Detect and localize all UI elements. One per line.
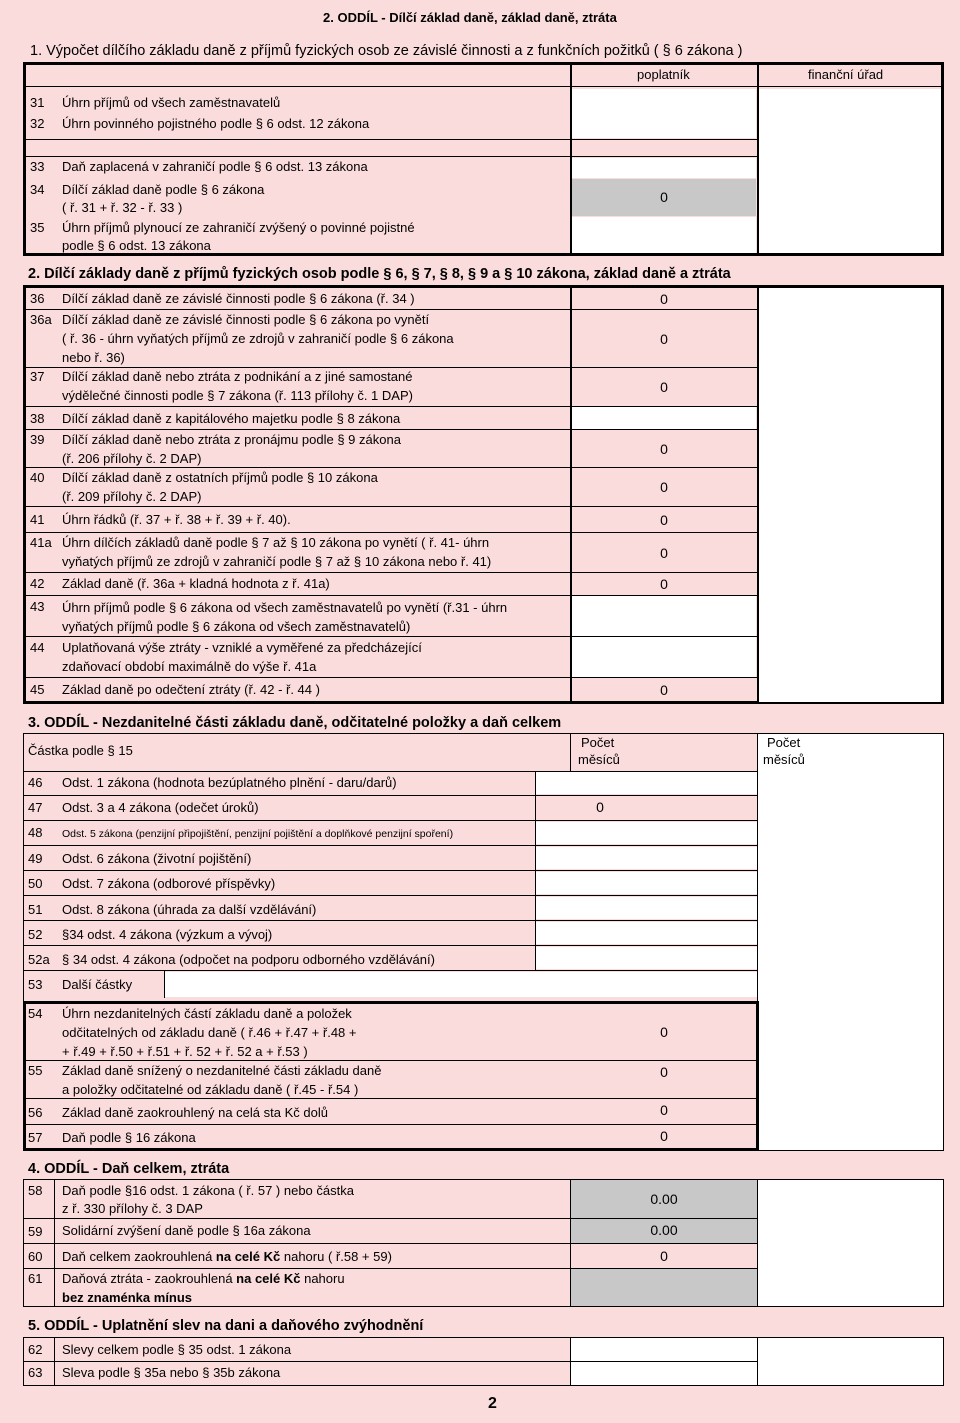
row-42-value: 0: [660, 576, 668, 592]
row-58-number: 58: [28, 1183, 43, 1198]
row-62-number: 62: [28, 1342, 43, 1357]
row-44-label-line1: Uplatňovaná výše ztráty - vzniklé a vyměřené za předcházející: [62, 640, 422, 655]
row-56-label: Základ daně zaokrouhlený na celá sta Kč dolů: [62, 1105, 328, 1120]
row-52a-number: 52a: [28, 952, 50, 967]
row-46-value-field[interactable]: [535, 772, 757, 794]
row-36a-label-line1: Dílčí základ daně ze závislé činnosti podle § 6 zákona po vynětí: [62, 312, 430, 327]
row-48-value-field[interactable]: [535, 822, 757, 844]
row-61-number: 61: [28, 1271, 43, 1286]
row-53-value-field[interactable]: [165, 972, 757, 997]
row-54-label-line1: Úhrn nezdanitelných částí základu daně a položek: [62, 1006, 352, 1021]
row-60-label-part1: Daň celkem zaokrouhlená: [62, 1249, 216, 1264]
row-44-number: 44: [30, 640, 45, 655]
row-63-number: 63: [28, 1365, 43, 1380]
row-61-label-line1: [62, 1271, 345, 1287]
row-35-number: 35: [30, 220, 45, 235]
row-36a-label-line2: ( ř. 36 - úhrn vyňatých příjmů ze zdrojů v zahraničí podle § 6 zákona: [62, 331, 454, 346]
row-36a-value: 0: [660, 331, 668, 347]
section-5-tax-office-column: [758, 1338, 943, 1385]
row-36a-number: 36a: [30, 312, 52, 327]
months-header-line1: Počet: [581, 735, 615, 750]
row-59-number: 59: [28, 1224, 43, 1239]
page-number: 2: [488, 1395, 497, 1412]
row-38-label: Dílčí základ daně z kapitálového majetku podle § 8 zákona: [62, 411, 401, 426]
row-51-number: 51: [28, 902, 43, 917]
row-37-label-line2: výdělečné činnosti podle § 7 zákona (ř. 113 přílohy č. 1 DAP): [62, 388, 413, 403]
row-43-label-line1: Úhrn příjmů podle § 6 zákona od všech zaměstnavatelů po vynětí (ř.31 - úhrn: [62, 600, 508, 615]
section-5-title: 5. ODDÍL - Uplatnění slev na dani a daňového zvýhodnění: [28, 1318, 424, 1334]
row-44-label-line2: zdaňovací období maximálně do výše ř. 41a: [62, 659, 317, 674]
row-45-value: 0: [660, 682, 668, 698]
row-52-value-field[interactable]: [535, 922, 757, 944]
row-61-value-cell: [571, 1268, 757, 1306]
row-35-label-line2: podle § 6 odst. 13 zákona: [62, 238, 211, 253]
row-60-number: 60: [28, 1249, 43, 1264]
section-4-title: 4. ODDÍL - Daň celkem, ztráta: [28, 1161, 230, 1177]
row-55-label-line1: Základ daně snížený o nezdanitelné části základu daně: [62, 1063, 382, 1078]
row-60-label-bold: na celé Kč: [215, 1249, 281, 1264]
row-63-label: Sleva podle § 35a nebo § 35b zákona: [62, 1365, 281, 1380]
row-53-number: 53: [28, 977, 43, 992]
row-59-label: Solidární zvýšení daně podle § 16a zákona: [62, 1223, 311, 1238]
row-47-label: Odst. 3 a 4 zákona (odečet úroků): [62, 800, 259, 815]
section-3-tax-office-column: [758, 734, 943, 1150]
row-61-label-part3: nahoru: [300, 1271, 345, 1286]
row-31-32-value-field[interactable]: [572, 89, 756, 138]
row-52-label: §34 odst. 4 zákona (výzkum a vývoj): [62, 927, 273, 942]
row-37-label-line1: Dílčí základ daně nebo ztráta z podnikání a z jiné samostané: [62, 369, 413, 384]
row-62-label: Slevy celkem podle § 35 odst. 1 zákona: [62, 1342, 292, 1357]
row-52a-label: § 34 odst. 4 zákona (odpočet na podporu odborného vzdělávání): [62, 952, 435, 967]
row-41a-number: 41a: [30, 535, 52, 550]
row-47-number: 47: [28, 800, 43, 815]
row-60-label: [62, 1249, 392, 1265]
section-4-tax-office-column: [758, 1180, 943, 1306]
row-48-label: Odst. 5 zákona (penzijní připojištění, penzijní pojištění a doplňkové penzijní spoření): [62, 828, 454, 840]
row-59-value: 0.00: [650, 1222, 678, 1238]
row-57-number: 57: [28, 1130, 43, 1145]
row-57-label: Daň podle § 16 zákona: [62, 1130, 196, 1145]
row-46-number: 46: [28, 775, 43, 790]
office-months-header-line1: Počet: [767, 735, 801, 750]
row-31-number: 31: [30, 95, 45, 110]
row-56-number: 56: [28, 1105, 43, 1120]
row-58-value: 0.00: [650, 1191, 678, 1207]
row-37-number: 37: [30, 369, 45, 384]
row-55-value: 0: [660, 1064, 668, 1080]
row-58-label-line1: Daň podle §16 odst. 1 zákona ( ř. 57 ) nebo částka: [62, 1183, 354, 1198]
row-39-label-line1: Dílčí základ daně nebo ztráta z pronájmu podle § 9 zákona: [62, 432, 401, 447]
row-50-value-field[interactable]: [535, 872, 757, 894]
row-52a-value-field[interactable]: [535, 947, 757, 969]
row-55-number: 55: [28, 1063, 43, 1078]
row-50-label: Odst. 7 zákona (odborové příspěvky): [62, 876, 276, 891]
row-33-number: 33: [30, 159, 45, 174]
row-31-label: Úhrn příjmů od všech zaměstnavatelů: [62, 95, 281, 110]
row-36-label: Dílčí základ daně ze závislé činnosti podle § 6 zákona (ř. 34 ): [62, 291, 415, 306]
row-41-number: 41: [30, 512, 45, 527]
row-45-label: Základ daně po odečtení ztráty (ř. 42 - ř. 44 ): [62, 682, 320, 697]
row-43-label-line2: vyňatých příjmů podle § 6 zákona od všech zaměstnavatelů): [62, 619, 411, 634]
row-54-label-line2: odčitatelných od základu daně ( ř.46 + ř.47 + ř.48 +: [62, 1025, 357, 1040]
row-47-value: 0: [596, 799, 604, 815]
row-61-label-bold: na celé Kč: [236, 1271, 301, 1286]
row-35-label-line1: Úhrn příjmů plynoucí ze zahraničí zvýšený o povinné pojistné: [62, 220, 415, 235]
row-57-value: 0: [660, 1128, 668, 1144]
months-header-line2: měsíců: [578, 752, 620, 767]
row-43-number: 43: [30, 599, 45, 614]
row-46-label: Odst. 1 zákona (hodnota bezúplatného plnění - daru/darů): [62, 775, 397, 790]
row-36a-label-line3: nebo ř. 36): [62, 350, 125, 365]
row-37-value: 0: [660, 379, 668, 395]
tax-office-column: [758, 89, 941, 253]
row-42-number: 42: [30, 576, 45, 591]
row-61-label-line2: bez znaménka mínus: [62, 1290, 193, 1305]
row-54-value: 0: [660, 1024, 668, 1040]
row-34-label-line1: Dílčí základ daně podle § 6 zákona: [62, 182, 265, 197]
section-2-title: 2. ODDÍL - Dílčí základ daně, základ daně, ztráta: [323, 10, 617, 25]
row-61-label-part1: Daňová ztráta - zaokrouhlená: [62, 1271, 237, 1286]
row-40-label-line2: (ř. 209 přílohy č. 2 DAP): [62, 489, 202, 504]
section-2-tax-office-column: [758, 288, 941, 702]
row-35-value-field[interactable]: [572, 217, 756, 253]
column-header-taxpayer: poplatník: [637, 67, 690, 82]
row-40-number: 40: [30, 470, 45, 485]
row-43-value-field[interactable]: [572, 596, 756, 636]
row-41a-label-line2: vyňatých příjmů ze zdrojů v zahraničí podle § 7 až § 10 zákona nebo ř. 41): [62, 554, 492, 569]
row-41-value: 0: [660, 512, 668, 528]
row-51-label: Odst. 8 zákona (úhrada za další vzdělávání): [62, 902, 317, 917]
row-49-label: Odst. 6 zákona (životní pojištění): [62, 851, 252, 866]
row-39-number: 39: [30, 432, 45, 447]
row-40-value: 0: [660, 479, 668, 495]
row-42-label: Základ daně (ř. 36a + kladná hodnota z ř. 41a): [62, 576, 330, 591]
row-33-value-field[interactable]: [572, 158, 756, 178]
row-55-label-line2: a položky odčitatelné od základu daně ( ř.45 - ř.54 ): [62, 1082, 359, 1097]
row-60-label-part3: nahoru ( ř.58 + 59): [280, 1249, 392, 1264]
row-40-label-line1: Dílčí základ daně z ostatních příjmů podle § 10 zákona: [62, 470, 378, 485]
row-58-label-line2: z ř. 330 přílohy č. 3 DAP: [62, 1201, 203, 1216]
row-34-value: 0: [660, 189, 668, 205]
office-months-header-line2: měsíců: [763, 752, 805, 767]
row-50-number: 50: [28, 876, 43, 891]
row-38-value-field[interactable]: [572, 407, 756, 429]
section-3-title: 3. ODDÍL - Nezdanitelné části základu daně, odčitatelné položky a daň celkem: [28, 715, 562, 731]
row-56-value: 0: [660, 1102, 668, 1118]
subsection-1-title: 1. Výpočet dílčího základu daně z příjmů fyzických osob ze závislé činnosti a z funkčních požitků ( § 6 zákona ): [30, 43, 743, 59]
row-53-label: Další částky: [62, 977, 133, 992]
row-36-number: 36: [30, 291, 45, 306]
row-36-value: 0: [660, 291, 668, 307]
row-41-label: Úhrn řádků (ř. 37 + ř. 38 + ř. 39 + ř. 40).: [62, 512, 291, 527]
row-41a-label-line1: Úhrn dílčích základů daně podle § 7 až § 10 zákona po vynětí ( ř. 41- úhrn: [62, 535, 490, 550]
row-32-number: 32: [30, 116, 45, 131]
row-49-value-field[interactable]: [535, 847, 757, 869]
row-52-number: 52: [28, 927, 43, 942]
row-34-number: 34: [30, 182, 45, 197]
row-60-value: 0: [660, 1248, 668, 1264]
row-51-value-field[interactable]: [535, 897, 757, 919]
row-38-number: 38: [30, 411, 45, 426]
row-39-value: 0: [660, 441, 668, 457]
amount-header: Částka podle § 15: [28, 743, 133, 758]
row-34-label-line2: ( ř. 31 + ř. 32 - ř. 33 ): [62, 200, 183, 215]
column-header-tax-office: finanční úřad: [808, 67, 884, 82]
row-45-number: 45: [30, 682, 45, 697]
row-44-value-field[interactable]: [572, 637, 756, 677]
row-41a-value: 0: [660, 545, 668, 561]
row-39-label-line2: (ř. 206 přílohy č. 2 DAP): [62, 451, 202, 466]
row-48-number: 48: [28, 825, 43, 840]
row-32-label: Úhrn povinného pojistného podle § 6 odst. 12 zákona: [62, 116, 370, 131]
row-54-label-line3: + ř.49 + ř.50 + ř.51 + ř. 52 + ř. 52 a + ř.53 ): [62, 1044, 308, 1059]
row-49-number: 49: [28, 851, 43, 866]
subsection-2-title: 2. Dílčí základy daně z příjmů fyzických osob podle § 6, § 7, § 8, § 9 a § 10 zákona, základ daně a ztráta: [28, 266, 731, 282]
row-33-label: Daň zaplacená v zahraničí podle § 6 odst. 13 zákona: [62, 159, 368, 174]
row-54-number: 54: [28, 1006, 43, 1021]
